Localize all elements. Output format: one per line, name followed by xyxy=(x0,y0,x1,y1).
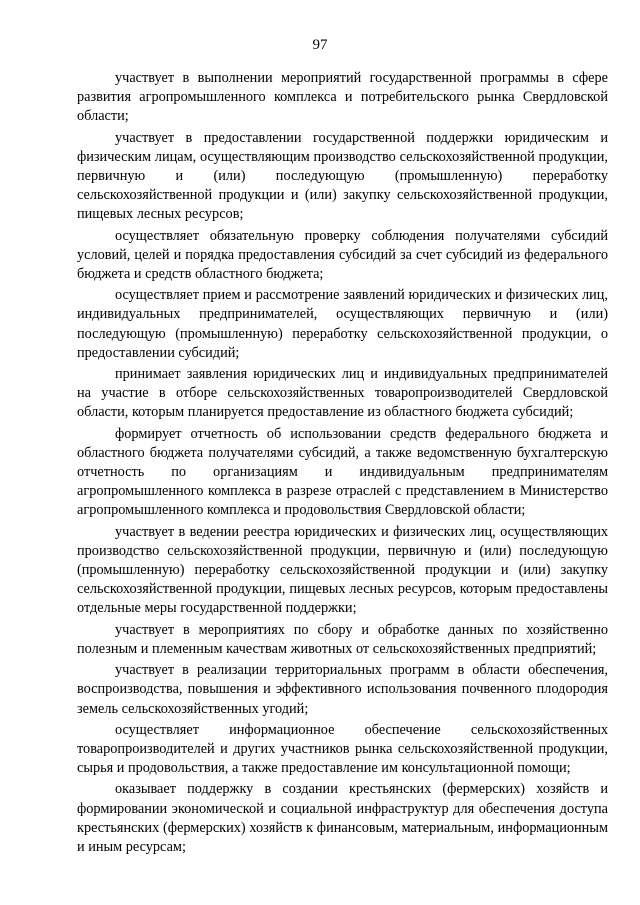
paragraph-10: осуществляет информационное обеспечение сельскохозяйственных товаропроизводителей и других участников рынка сельскохозяйственной продукции, сырья и продовольствия, а также предоставление им консультационной помощи; xyxy=(77,721,608,777)
paragraph-11: оказывает поддержку в создании крестьянских (фермерских) хозяйств и формировании экономической и социальной инфраструктур для обеспечения доступа крестьянских (фермерских) хозяйств к финансовым, материальным, информационным и иным ресурсам; xyxy=(77,781,608,855)
paragraph-6: формирует отчетность об использовании средств федерального бюджета и областного бюджета получателями субсидий, а также ведомственную бухгалтерскую отчетность по организациям и индивидуальным предпринимателям агропромышленного комплекса в разрезе отраслей с представлением в Министерство агропромышленного комплекса и продовольствия Свердловской области; xyxy=(77,425,608,519)
paragraph-5: принимает заявления юридических лиц и индивидуальных предпринимателей на участие в отборе сельскохозяйственных товаропроизводителей Свердловской области, которым планируется предоставление из областного бюджета субсидий; xyxy=(77,366,608,421)
document-body xyxy=(77,69,608,859)
paragraph-4: осуществляет прием и рассмотрение заявлений юридических и физических лиц, индивидуальных предпринимателей, осуществляющих первичную и (или) последующую (промышленную) переработку сельскохозяйственной продукции, о предоставлении субсидий; xyxy=(77,287,608,361)
paragraph-1: участвует в выполнении мероприятий государственной программы в сфере развития агропромышленного комплекса и потребительского рынка Свердловской области; xyxy=(77,70,608,125)
page-number: 97 xyxy=(312,37,328,53)
paragraph-2: участвует в предоставлении государственной поддержки юридическим и физическим лицам, осуществляющим производство сельскохозяйственной продукции, первичную и (или) последующую (промышленную) переработку сельскохозяйственной продукции и (или) закупку сельскохозяйственной продукции, пищевых лесных ресурсов; xyxy=(77,129,608,223)
paragraph-7: участвует в ведении реестра юридических и физических лиц, осуществляющих производство сельскохозяйственной продукции, первичную и (или) последующую (промышленную) переработку сельскохозяйственной продукции и (или) закупку сельскохозяйственной продукции, пищевых лесных ресурсов, которым предоставлены отдельные меры государственной поддержки; xyxy=(77,523,608,617)
paragraph-3: осуществляет обязательную проверку соблюдения получателями субсидий условий, целей и порядка предоставления субсидий за счет субсидий из федерального бюджета и средств областного бюджета; xyxy=(77,227,608,283)
paragraph-8: участвует в мероприятиях по сбору и обработке данных по хозяйственно полезным и племенным качествам животных от сельскохозяйственных предприятий; xyxy=(77,621,608,657)
paragraph-9: участвует в реализации территориальных программ в области обеспечения, воспроизводства, повышения и эффективного использования почвенного плодородия земель сельскохозяйственных угодий; xyxy=(77,662,608,717)
